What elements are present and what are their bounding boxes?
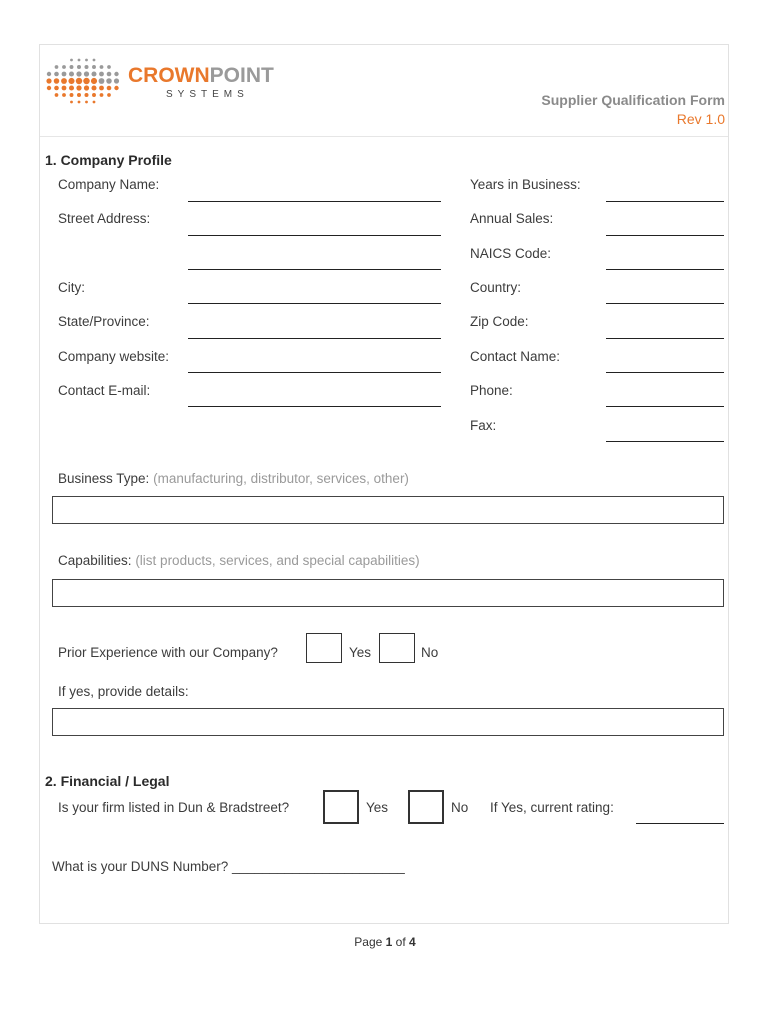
- contact-email-field[interactable]: [188, 406, 441, 407]
- logo-dot: [69, 71, 74, 76]
- zip-code-field[interactable]: [606, 338, 724, 339]
- logo-dot: [99, 78, 105, 84]
- logo-dot: [61, 78, 67, 84]
- logo-dot: [107, 86, 112, 91]
- city-label: City:: [58, 280, 85, 295]
- country-label: Country:: [470, 280, 522, 295]
- state-province-field[interactable]: [188, 338, 441, 339]
- business-type-input[interactable]: [52, 496, 724, 524]
- logo-dot: [76, 71, 81, 76]
- annual-sales-label: Annual Sales:: [470, 211, 554, 226]
- city-field[interactable]: [188, 303, 441, 304]
- logo-dot: [84, 93, 88, 97]
- logo-dot: [85, 59, 88, 62]
- logo-dot: [54, 72, 59, 77]
- logo-dot: [54, 78, 60, 84]
- current-rating-label: If Yes, current rating:: [490, 800, 614, 815]
- phone-field[interactable]: [606, 406, 724, 407]
- dnb-yes-label: Yes: [366, 800, 389, 815]
- logo-dot: [85, 101, 88, 104]
- street-address-line2-field[interactable]: [188, 269, 441, 270]
- logo-dot: [114, 78, 119, 83]
- details-label: If yes, provide details:: [58, 684, 189, 699]
- capabilities-label: [58, 553, 420, 568]
- logo-dot: [78, 59, 81, 62]
- dnb-question-label: Is your firm listed in Dun & Bradstreet?: [58, 800, 290, 815]
- revision-label: Rev 1.0: [676, 111, 725, 127]
- logo-dot: [70, 93, 74, 97]
- street-address-label: Street Address:: [58, 211, 151, 226]
- logo-dot: [114, 86, 118, 90]
- duns-number-label[interactable]: What is your DUNS Number? _______________________: [52, 859, 405, 874]
- country-field[interactable]: [606, 303, 724, 304]
- details-input[interactable]: [52, 708, 724, 736]
- logo-dot: [62, 93, 66, 97]
- page-of: of: [395, 935, 406, 949]
- logo-dot: [100, 93, 104, 97]
- logo-dot: [107, 93, 111, 97]
- fax-label: Fax:: [470, 418, 497, 433]
- dnb-yes-checkbox[interactable]: [323, 790, 359, 824]
- logo-dot: [62, 86, 67, 91]
- logo-dot: [91, 78, 97, 84]
- logo-dot: [78, 101, 81, 104]
- page-prefix: Page: [354, 935, 383, 949]
- company-name-field[interactable]: [188, 201, 441, 202]
- naics-code-label: NAICS Code:: [470, 246, 552, 261]
- state-province-label: State/Province:: [58, 314, 150, 329]
- logo-dot: [91, 85, 96, 90]
- section-title-company-profile: 1. Company Profile: [45, 152, 172, 168]
- logo-dot: [70, 59, 73, 62]
- logo-dot: [77, 93, 81, 97]
- contact-email-label: Contact E-mail:: [58, 383, 151, 398]
- capabilities-input[interactable]: [52, 579, 724, 607]
- contact-name-label: Contact Name:: [470, 349, 561, 364]
- business-type-hint: (manufacturing, distributor, services, other): [153, 471, 409, 486]
- logo-dots-icon: [44, 52, 294, 110]
- capabilities-label-text: Capabilities:: [58, 553, 132, 568]
- capabilities-hint: (list products, services, and special capabilities): [135, 553, 420, 568]
- header-divider: [40, 136, 728, 137]
- naics-code-field[interactable]: [606, 269, 724, 270]
- logo-dot: [91, 71, 96, 76]
- logo-dot: [69, 85, 74, 90]
- street-address-field[interactable]: [188, 235, 441, 236]
- logo-dot: [84, 71, 89, 76]
- phone-label: Phone:: [470, 383, 513, 398]
- crownpoint-logo: [44, 52, 294, 110]
- prior-experience-no-label: No: [421, 645, 439, 660]
- company-website-field[interactable]: [188, 372, 441, 373]
- logo-dot: [93, 101, 96, 104]
- logo-dot: [70, 101, 73, 104]
- logo-dot: [92, 93, 96, 97]
- logo-dot: [107, 65, 111, 69]
- logo-dot: [54, 86, 59, 91]
- annual-sales-field[interactable]: [606, 235, 724, 236]
- current-page: 1: [385, 935, 393, 949]
- logo-dot: [55, 93, 59, 97]
- logo-dot: [47, 86, 51, 90]
- logo-dot: [46, 78, 51, 83]
- logo-dot: [77, 65, 81, 69]
- logo-dot: [99, 86, 104, 91]
- logo-dot: [100, 65, 104, 69]
- company-website-label: Company website:: [58, 349, 170, 364]
- dnb-no-label: No: [451, 800, 469, 815]
- current-rating-field[interactable]: [636, 823, 724, 824]
- logo-dot: [106, 78, 112, 84]
- prior-experience-yes-label: Yes: [349, 645, 372, 660]
- logo-dot: [93, 59, 96, 62]
- logo-dot: [55, 65, 59, 69]
- prior-experience-no-checkbox[interactable]: [379, 633, 415, 663]
- fax-field[interactable]: [606, 441, 724, 442]
- logo-dot: [114, 72, 118, 76]
- logo-dot: [70, 65, 74, 69]
- logo-dot: [92, 65, 96, 69]
- logo-dot: [62, 72, 67, 77]
- form-title: Supplier Qualification Form: [541, 92, 725, 108]
- logo-dot: [76, 85, 81, 90]
- logo-dot: [68, 78, 74, 84]
- zip-code-label: Zip Code:: [470, 314, 529, 329]
- logo-dot: [84, 65, 88, 69]
- total-pages: 4: [409, 935, 416, 949]
- business-type-label-text: Business Type:: [58, 471, 150, 486]
- business-type-label: [58, 471, 409, 486]
- section-title-financial-legal: 2. Financial / Legal: [45, 773, 170, 789]
- logo-dot: [76, 78, 82, 84]
- logo-wordmark: CROWNPOINT: [128, 64, 274, 87]
- logo-dot: [83, 78, 89, 84]
- page-number: [0, 935, 770, 949]
- logo-dot: [107, 72, 112, 77]
- logo-dot: [84, 85, 89, 90]
- years-in-business-field[interactable]: [606, 201, 724, 202]
- prior-experience-yes-checkbox[interactable]: [306, 633, 342, 663]
- logo-dot: [62, 65, 66, 69]
- contact-name-field[interactable]: [606, 372, 724, 373]
- years-in-business-label: Years in Business:: [470, 177, 581, 192]
- prior-experience-label: Prior Experience with our Company?: [58, 645, 278, 660]
- logo-dot: [99, 72, 104, 77]
- logo-dot: [47, 72, 51, 76]
- company-name-label: Company Name:: [58, 177, 160, 192]
- logo-subtitle: SYSTEMS: [166, 89, 249, 100]
- dnb-no-checkbox[interactable]: [408, 790, 444, 824]
